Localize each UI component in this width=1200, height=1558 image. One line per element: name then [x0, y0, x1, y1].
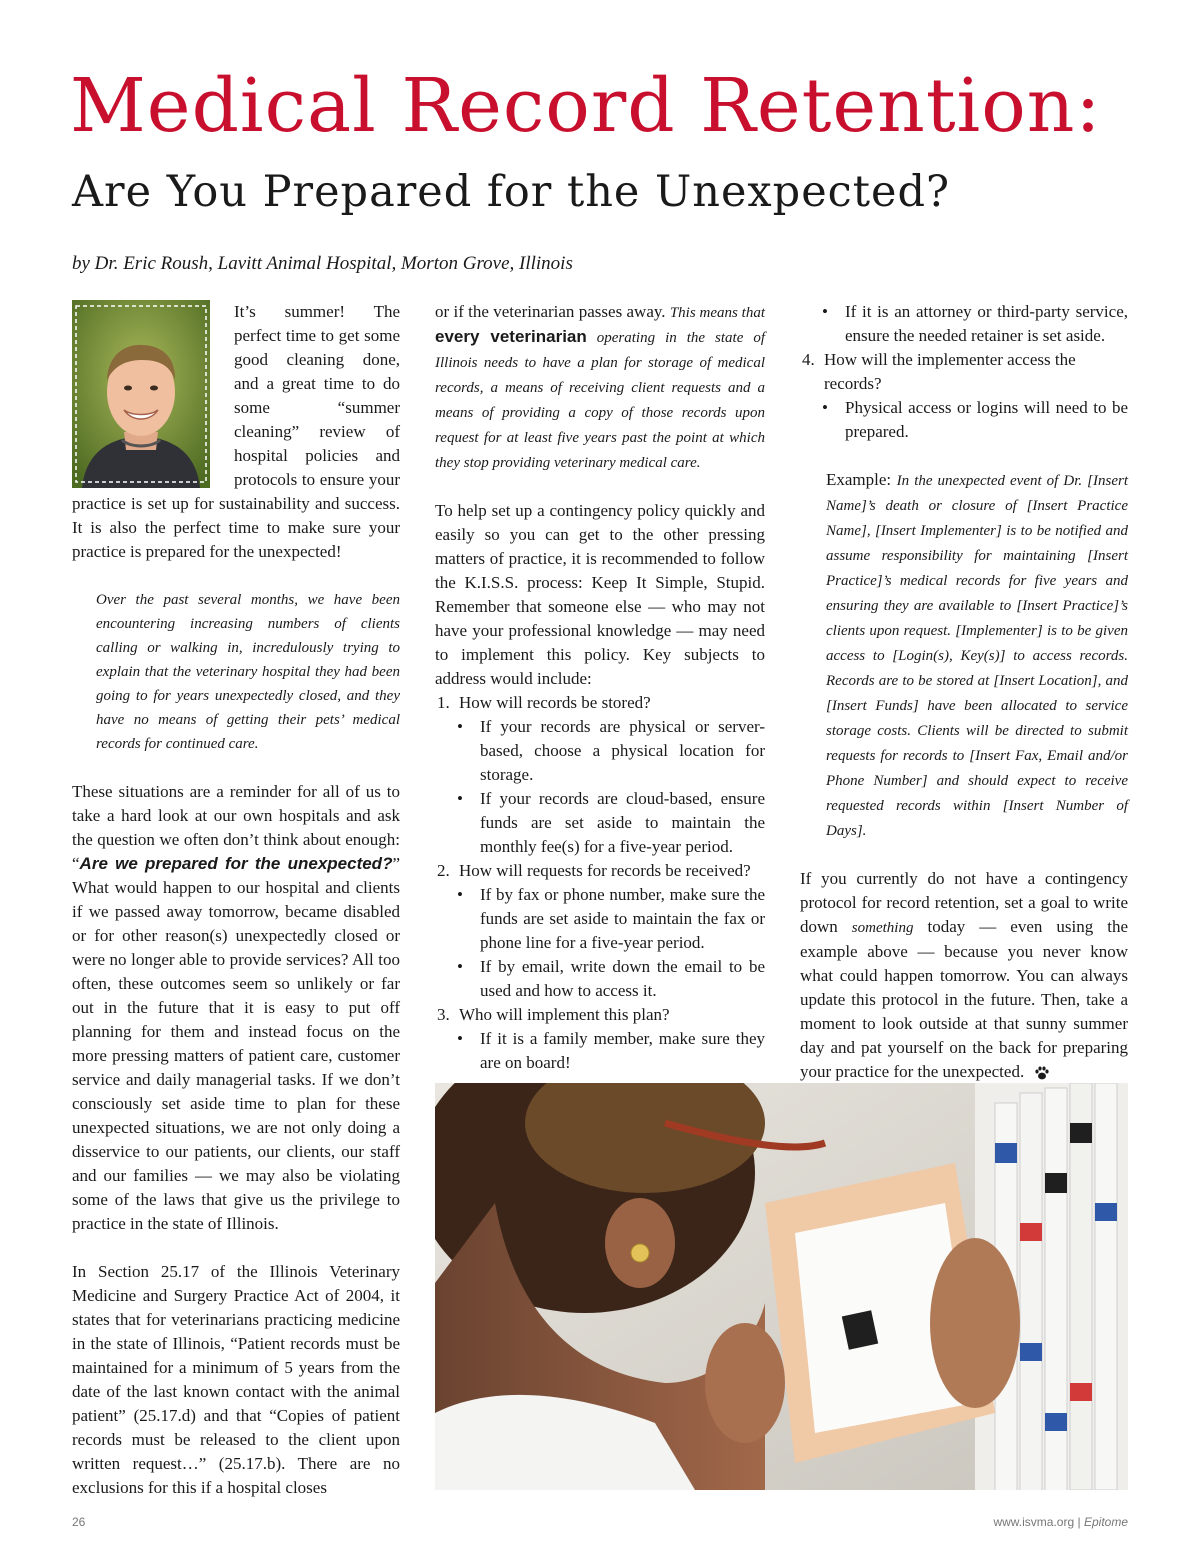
- footer-publication: Epitome: [1083, 1515, 1128, 1529]
- author-photo: [72, 300, 210, 488]
- text-run: If you currently do not have a contingency protocol for record retention, set a goal to write down: [800, 869, 1128, 936]
- bullet-item: [435, 955, 765, 1003]
- list-question: How will the implementer access the records?: [824, 350, 1076, 393]
- list-number: 4.: [802, 350, 815, 369]
- article-title: Medical Record Retention:: [70, 63, 1102, 149]
- footer-site-link[interactable]: www.isvma.org: [993, 1515, 1075, 1529]
- bullet-marker: •: [822, 398, 828, 417]
- text-run: ” What would happen to our hospital and clients if we passed away tomorrow, became disabled or for other reason(s) unexpectedly closed or were no longer able to provide services? All too often, these outcomes seem so unlikely or far out in the future that it is easy to put off planning for them and instead focus on the more pressing matters of patient care, customer service and daily managerial tasks. If we don’t consciously set aside time to plan for these unexpected situations, we are not only doing a disservice to our patients, our clients, our staff and our families — we may also be violating some of the laws that give us the privilege to practice in the state of Illinois.: [72, 854, 400, 1233]
- bullet-marker: •: [457, 717, 463, 736]
- column-3: [800, 300, 1128, 1084]
- bullet-marker: •: [457, 789, 463, 808]
- list-question: Who will implement this plan?: [459, 1005, 670, 1024]
- italic-run: operating in the state of Illinois needs to have a plan for storage of medical records, a means of receiving client requests and a means of providing a copy of those records upon request for at least five years past the point at which they stop providing veterinary medical care.: [435, 330, 765, 471]
- emphasis-every-veterinarian: every veterinarian: [435, 327, 587, 346]
- example-template: [826, 468, 1128, 843]
- bullet-text: Physical access or logins will need to be prepared.: [845, 398, 1128, 441]
- column-1: [72, 300, 400, 1500]
- list-item-1: [435, 691, 765, 715]
- pull-quote: Over the past several months, we have been encountering increasing numbers of clients calling or walking in, incredulously trying to explain that the veterinary hospital they had been going to for years unexpectedly closed, and they have no means of getting their pets’ medical records for continued care.: [96, 592, 400, 752]
- bullet-text: If your records are cloud-based, ensure funds are set aside to maintain the monthly fee(s) for a five-year period.: [480, 789, 765, 856]
- list-item-3: [435, 1003, 765, 1027]
- text-run: today — even using the example above — because you never know what could happen tomorrow. You can always update this protocol in the future. Then, take a moment to look outside at that sunny summer day and pat yourself on the back for preparing your practice for the unexpected.: [800, 917, 1129, 1081]
- italic-run: something: [851, 920, 914, 936]
- list-item-2: [435, 859, 765, 883]
- body-paragraph-5: To help set up a contingency policy quickly and easily so you can get to the other pressing matters of practice, it is recommended to follow the K.I.S.S. process: Keep It Simple, Stupid. Remember that someone else — who may not have your professional knowledge — may need to implement this policy. Key subjects to address would include:: [435, 501, 765, 688]
- bullet-text: If by email, write down the email to be used and how to access it.: [480, 957, 765, 1000]
- emphasis-question: Are we prepared for the unexpected?: [79, 854, 393, 873]
- bullet-marker: •: [457, 885, 463, 904]
- example-text: In the unexpected event of Dr. [Insert Name]’s death or closure of [Insert Practice Name], [Insert Implementer] is to be notified and assume responsibility for maintaining [Insert Practice]’s medical records for five years and ensuring they are available to [Insert Practice]’s clients upon request. [Implementer] is to be given access to [Login(s), Key(s)] to access records. Records are to be stored at [Insert Location], and [Insert Funds] have been allocated to service storage costs. Clients will be directed to submit requests for records to [Insert Fax, Email and/or Phone Number] and should expect to receive requested records within [Insert Number of Days].: [826, 473, 1128, 839]
- list-number: 2.: [437, 861, 450, 880]
- list-number: 3.: [437, 1005, 450, 1024]
- list-question: How will requests for records be received?: [459, 861, 751, 880]
- byline: by Dr. Eric Roush, Lavitt Animal Hospital, Morton Grove, Illinois: [72, 253, 573, 274]
- bullet-text: If it is a family member, make sure they are on board!: [480, 1029, 765, 1072]
- body-paragraph-2: [72, 780, 400, 1236]
- body-paragraph-3: In Section 25.17 of the Illinois Veterinary Medicine and Surgery Practice Act of 2004, it states that for veterinarians practicing medicine in the state of Illinois, “Patient records must be maintained for a minimum of 5 years from the date of the last known contact with the animal patient” (25.17.d) and that “Copies of patient records must be released to the client upon written request…” (25.17.b). There are no exclusions for this if a hospital closes: [72, 1262, 400, 1497]
- bullet-text: If by fax or phone number, make sure the funds are set aside to maintain the fax or phone line for a five-year period.: [480, 885, 765, 952]
- bullet-marker: •: [822, 302, 828, 321]
- bullet-text: If your records are physical or server-based, choose a physical location for storage.: [480, 717, 765, 784]
- closing-paragraph: [800, 867, 1128, 1084]
- list-number: 1.: [437, 693, 450, 712]
- bullet-item: [800, 300, 1128, 348]
- bullet-item: [800, 396, 1128, 444]
- list-item-4: [800, 348, 1128, 396]
- bullet-item: [435, 715, 765, 787]
- footer-separator: |: [1077, 1515, 1081, 1529]
- body-paragraph-4: [435, 300, 765, 475]
- paw-icon: [1034, 1065, 1050, 1081]
- text-run: These situations are a reminder for all of us to take a hard look at our own hospitals and ask the question we often don’t think about enough: “: [72, 782, 400, 873]
- filing-photo: [435, 1083, 1128, 1490]
- text-run: or if the veterinarian passes away.: [435, 302, 670, 321]
- intro-paragraph: It’s summer! The perfect time to get some good cleaning done, and a great time to do some “summer cleaning” review of hospital policies and protocols to ensure your practice is set up for sustainability and success. It is also the perfect time to make sure your practice is prepared for the unexpected!: [72, 302, 400, 561]
- article-subtitle: Are You Prepared for the Unexpected?: [72, 167, 951, 217]
- bullet-marker: •: [457, 1029, 463, 1048]
- italic-run: This means that: [669, 305, 765, 321]
- list-question: How will records be stored?: [459, 693, 651, 712]
- bullet-item: [435, 1027, 765, 1075]
- page-number: 26: [72, 1515, 86, 1529]
- example-label: Example:: [826, 470, 897, 489]
- bullet-item: [435, 883, 765, 955]
- bullet-item: [435, 787, 765, 859]
- column-2: [435, 300, 765, 1075]
- bullet-text: If it is an attorney or third-party service, ensure the needed retainer is set aside.: [845, 302, 1128, 345]
- bullet-marker: •: [457, 957, 463, 976]
- footer-credit: [993, 1515, 1128, 1529]
